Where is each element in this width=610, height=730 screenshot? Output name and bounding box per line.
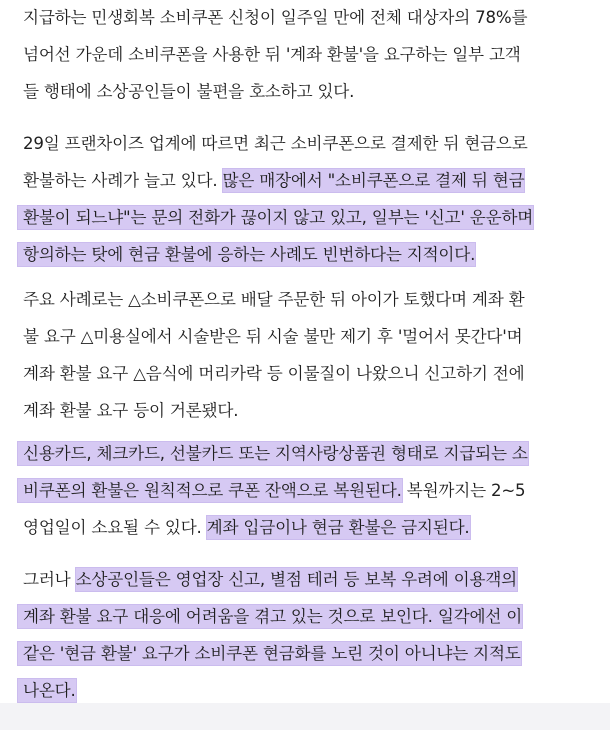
highlighted-text[interactable]: 항의하는 탓에 현금 환불에 응하는 사례도 빈번하다는 지적이다. (18, 243, 475, 266)
body-text: 계좌 환불 요구 등이 거론됐다. (23, 401, 239, 420)
paragraph-line (23, 677, 76, 705)
paragraph-line (23, 514, 470, 542)
highlighted-text[interactable]: 소상공인들은 영업장 신고, 별점 테러 등 보복 우려에 이용객의 (75, 570, 517, 589)
body-text: 불 요구 △미용실에서 시술받은 뒤 시술 불만 제기 후 '멀어서 못간다'며 (23, 327, 523, 346)
paragraph-line (23, 41, 521, 69)
paragraph-line (23, 603, 522, 631)
body-text: 주요 사례로는 △소비쿠폰으로 배달 주문한 뒤 아이가 토했다며 계좌 환 (23, 290, 525, 309)
body-text: 29일 프랜차이즈 업계에 따르면 최근 소비쿠폰으로 결제한 뒤 현금으로 (23, 134, 528, 153)
paragraph-line (23, 167, 524, 195)
body-text: 환불하는 사례가 늘고 있다. (23, 171, 223, 190)
paragraph-line (23, 204, 533, 232)
paragraph-line (23, 640, 521, 668)
footer-strip (0, 703, 610, 730)
paragraph-line (23, 286, 524, 314)
paragraph-line (23, 477, 525, 505)
body-text: 그러나 (23, 570, 76, 589)
highlighted-text[interactable]: 신용카드, 체크카드, 선불카드 또는 지역사랑상품권 형태로 지급되는 소 (18, 442, 528, 465)
highlighted-text[interactable]: 나온다. (18, 679, 76, 702)
highlighted-text[interactable]: 계좌 환불 요구 대응에 어려움을 겪고 있는 것으로 보인다. 일각에선 이 (18, 605, 522, 628)
body-text: 복원까지는 2~5 (401, 481, 526, 500)
paragraph-line (23, 4, 527, 32)
highlighted-text[interactable]: 환불이 되느냐"는 문의 전화가 끊이지 않고 있고, 일부는 '신고' 운운하며 (18, 206, 533, 229)
highlighted-text[interactable]: 계좌 입금이나 현금 환불은 금지된다. (206, 518, 470, 537)
paragraph-line (23, 440, 528, 468)
body-text: 넘어선 가운데 소비쿠폰을 사용한 뒤 '계좌 환불'을 요구하는 일부 고객 (23, 45, 521, 64)
paragraph-line (23, 360, 524, 388)
body-text: 지급하는 민생회복 소비쿠폰 신청이 일주일 만에 전체 대상자의 78%를 (23, 8, 528, 27)
body-text: 영업일이 소요될 수 있다. (23, 518, 207, 537)
paragraph-line (23, 241, 475, 269)
paragraph-line (23, 78, 354, 106)
body-text: 계좌 환불 요구 △음식에 머리카락 등 이물질이 나왔으니 신고하기 전에 (23, 364, 525, 383)
paragraph-line (23, 323, 522, 351)
highlighted-text[interactable]: 비쿠폰의 환불은 원칙적으로 쿠폰 잔액으로 복원된다. (18, 479, 402, 502)
highlighted-text[interactable]: 많은 매장에서 "소비쿠폰으로 결제 뒤 현금 (222, 171, 525, 190)
body-text: 들 행태에 소상공인들이 불편을 호소하고 있다. (23, 82, 355, 101)
paragraph-line (23, 566, 517, 594)
paragraph-line (23, 130, 528, 158)
highlighted-text[interactable]: 같은 '현금 환불' 요구가 소비쿠폰 현금화를 노린 것이 아니냐는 지적도 (18, 642, 521, 665)
paragraph-line (23, 397, 238, 425)
